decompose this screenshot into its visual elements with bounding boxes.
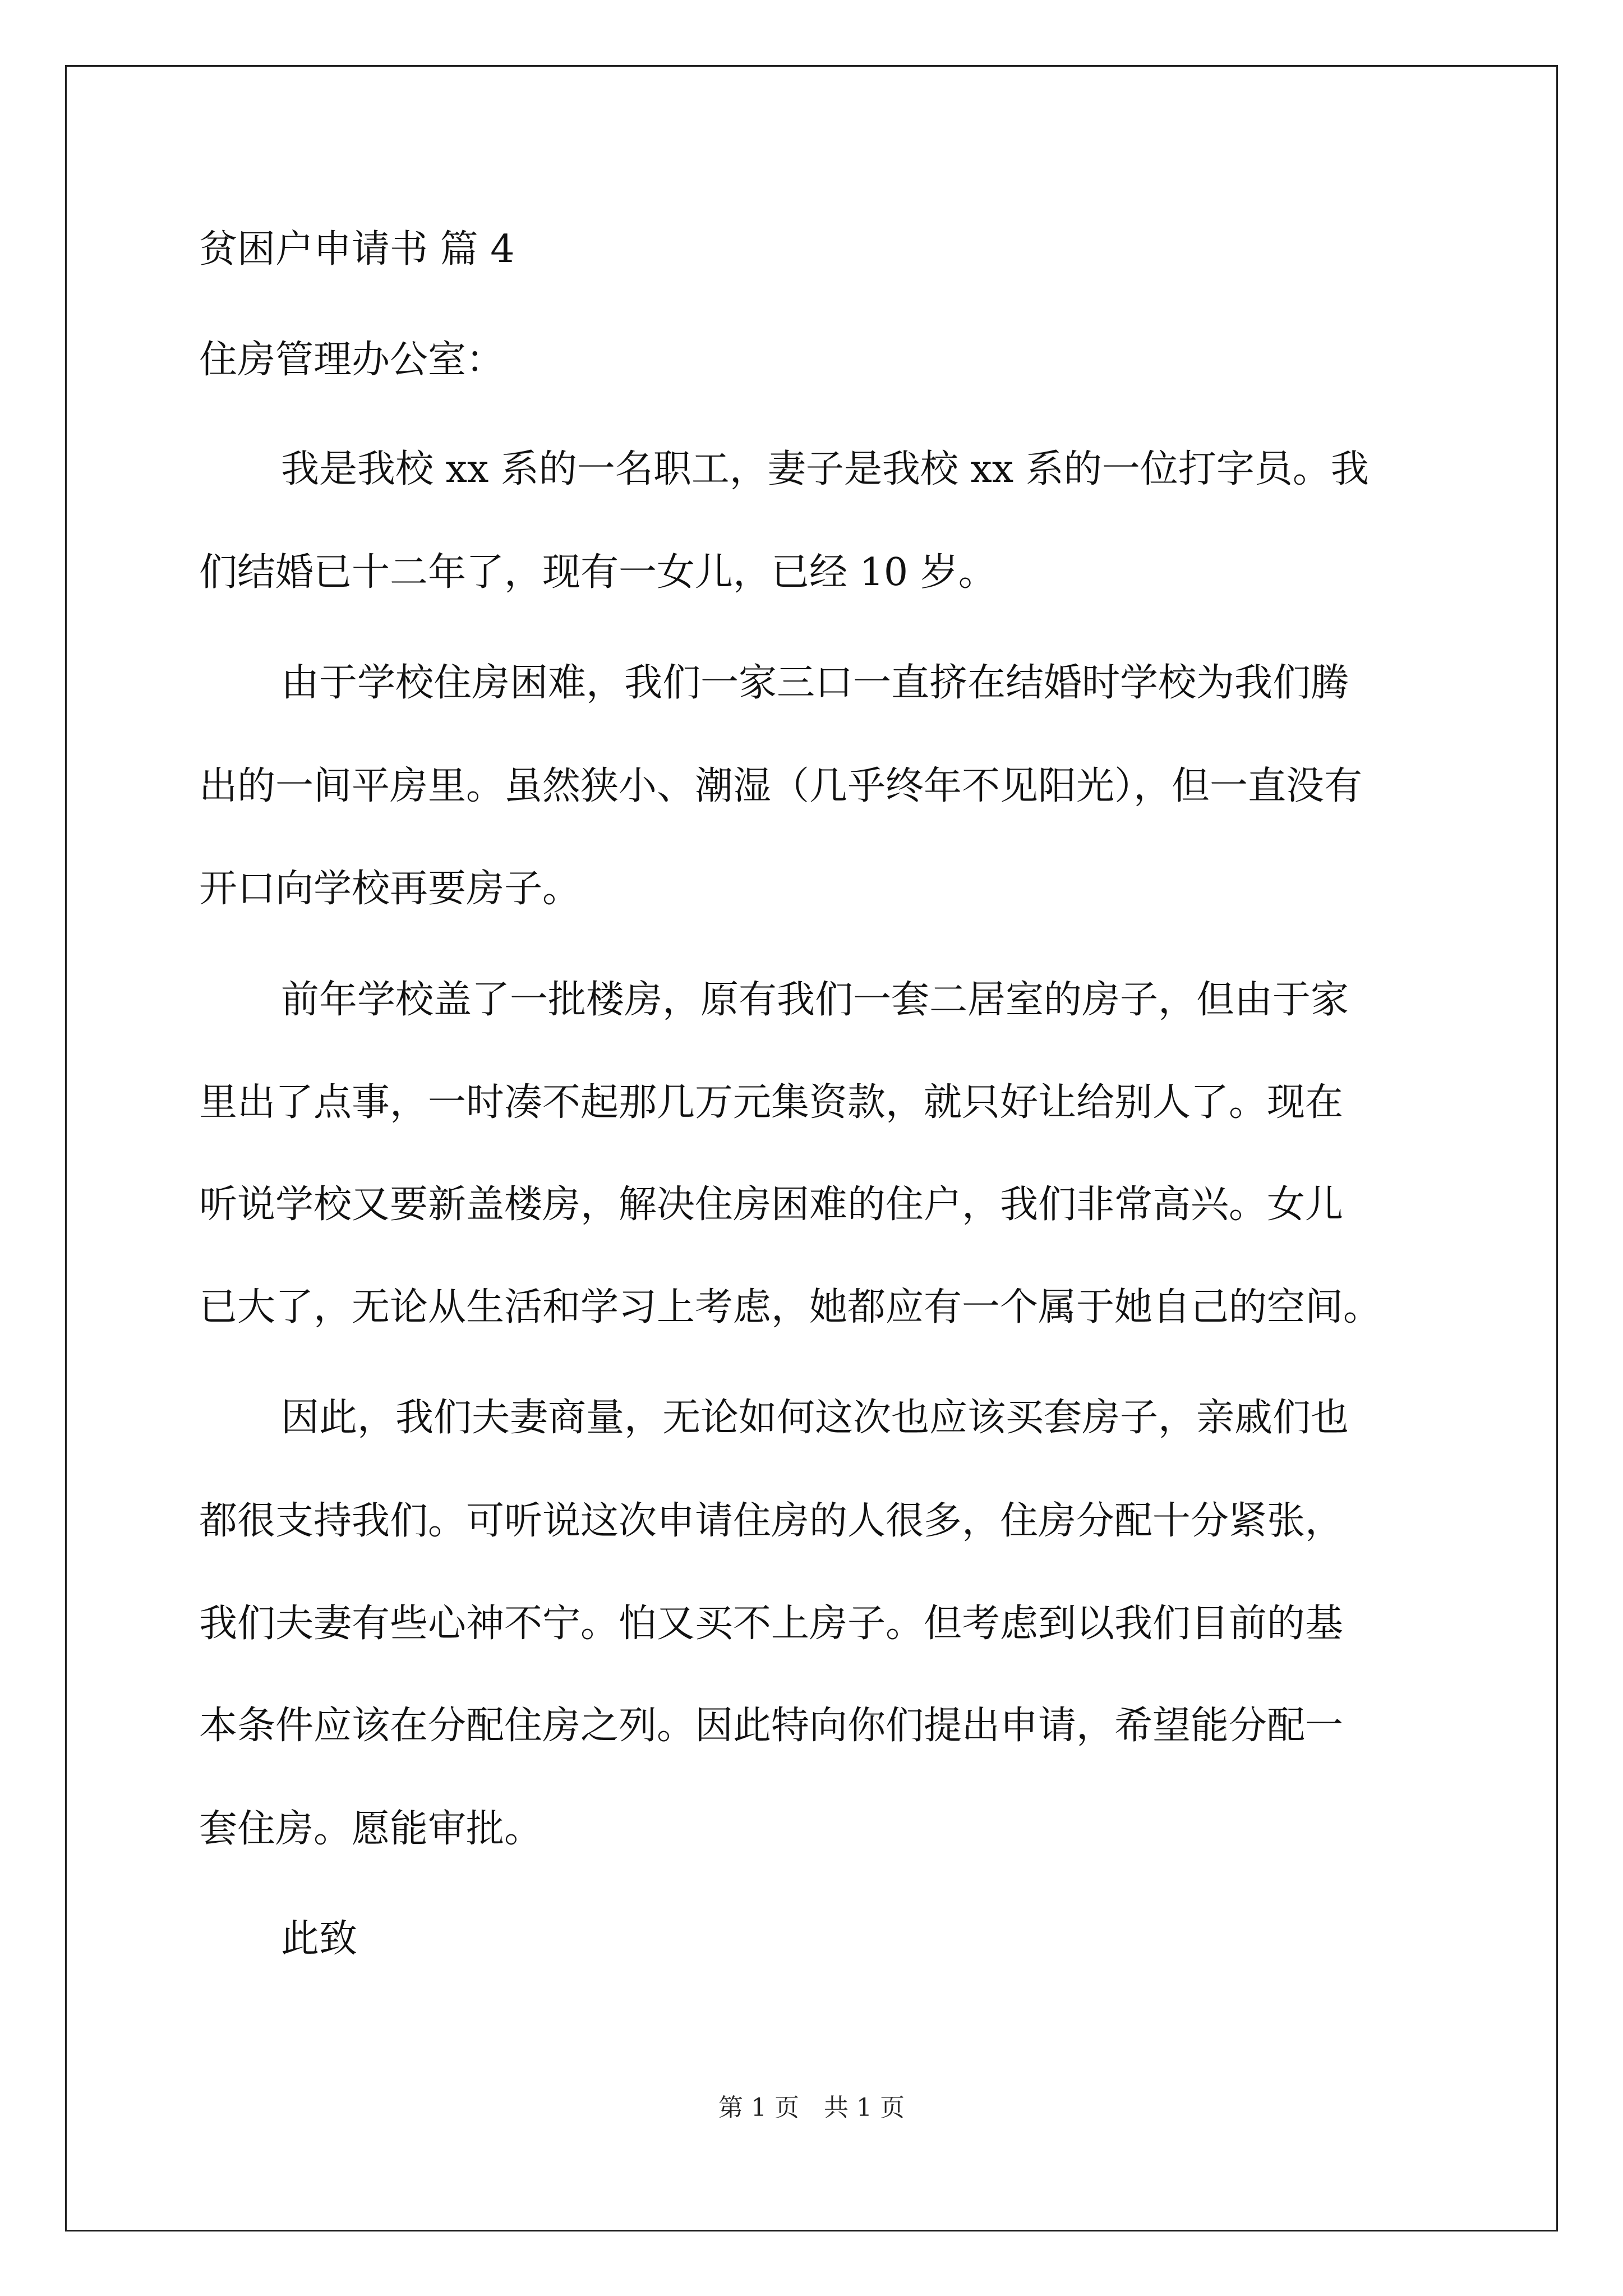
paragraph-line: 因此，我们夫妻商量，无论如何这次也应该买套房子，亲戚们也 (281, 1396, 1349, 1440)
salutation: 住房管理办公室： (199, 338, 505, 382)
page-number: 第 1 页 共 1 页 (718, 2093, 905, 2122)
paragraph-line: 出的一间平房里。虽然狭小、潮湿（几乎终年不见阳光），但一直没有 (199, 764, 1363, 808)
page-border (65, 65, 1558, 2231)
paragraph-line: 听说学校又要新盖楼房，解决住房困难的住户，我们非常高兴。女儿 (199, 1182, 1344, 1227)
paragraph-line: 们结婚已十二年了，现有一女儿，已经 10 岁。 (199, 550, 997, 595)
paragraph-line: 前年学校盖了一批楼房，原有我们一套二居室的房子，但由于家 (281, 978, 1349, 1022)
paragraph-line: 本条件应该在分配住房之列。因此特向你们提出申请，希望能分配一 (199, 1704, 1344, 1748)
closing: 此致 (281, 1917, 358, 1961)
paragraph-line: 开口向学校再要房子。 (199, 867, 581, 911)
paragraph-line: 都很支持我们。可听说这次申请住房的人很多，住房分配十分紧张， (199, 1499, 1344, 1543)
document-title: 贫困户申请书 篇 4 (199, 227, 515, 272)
paragraph-line: 套住房。愿能审批。 (199, 1807, 543, 1851)
paragraph-line: 我们夫妻有些心神不宁。怕又买不上房子。但考虑到以我们目前的基 (199, 1602, 1344, 1646)
paragraph-line: 我是我校 xx 系的一名职工，妻子是我校 xx 系的一位打字员。我 (281, 447, 1369, 491)
paragraph-line: 已大了，无论从生活和学习上考虑，她都应有一个属于她自己的空间。 (199, 1285, 1382, 1329)
paragraph-line: 由于学校住房困难，我们一家三口一直挤在结婚时学校为我们腾 (281, 661, 1349, 705)
paragraph-line: 里出了点事，一时凑不起那几万元集资款，就只好让给别人了。现在 (199, 1080, 1344, 1125)
